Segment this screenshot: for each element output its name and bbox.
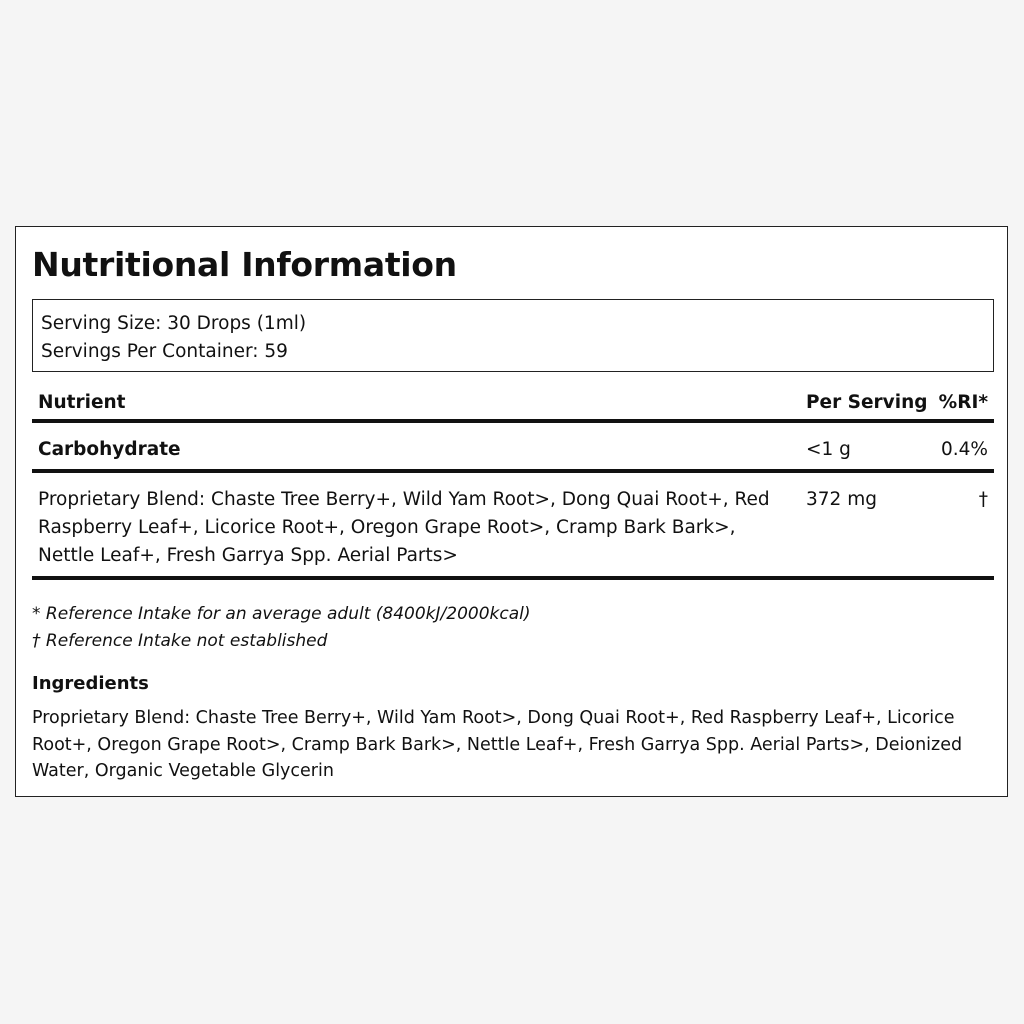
page-title: Nutritional Information [32, 245, 457, 284]
nutrient-name: Carbohydrate [38, 439, 181, 460]
nutrient-name: Proprietary Blend: Chaste Tree Berry+, Wild Yam Root>, Dong Quai Root+, Red Raspberry Leaf+, Licorice Root+, Oregon Grape Root>, Cramp Bark Bark>, Nettle Leaf+, Fresh Garrya Spp. Aerial Parts> [38, 489, 770, 566]
header-ri: %RI* [938, 392, 988, 413]
header-per-serving: Per Serving [806, 392, 928, 413]
per-serving-value: <1 g [806, 439, 851, 460]
ri-value: 0.4% [941, 439, 988, 460]
table-header-row [32, 383, 994, 423]
ri-value: † [978, 489, 988, 510]
table-row [32, 423, 994, 473]
serving-size: Serving Size: 30 Drops (1ml) [41, 313, 307, 334]
servings-per-container: Servings Per Container: 59 [41, 341, 288, 362]
nutrient-table [32, 383, 994, 580]
nutrition-label-panel [15, 226, 1008, 797]
ingredients-text: Proprietary Blend: Chaste Tree Berry+, Wild Yam Root>, Dong Quai Root+, Red Raspberry Leaf+, Licorice Root+, Oregon Grape Root>, Cramp Bark Bark>, Nettle Leaf+, Fresh Garrya Spp. Aerial Parts>, Deionized Water, Organic Vegetable Glycerin [32, 708, 963, 781]
footnotes [32, 601, 531, 655]
serving-info-box [32, 299, 994, 372]
header-nutrient: Nutrient [38, 392, 126, 413]
footnote-not-established: † Reference Intake not established [32, 631, 328, 651]
per-serving-value: 372 mg [806, 489, 877, 510]
table-row [32, 473, 994, 580]
footnote-reference-intake: * Reference Intake for an average adult (8400kJ/2000kcal) [32, 604, 531, 624]
ingredients-heading: Ingredients [32, 673, 149, 694]
